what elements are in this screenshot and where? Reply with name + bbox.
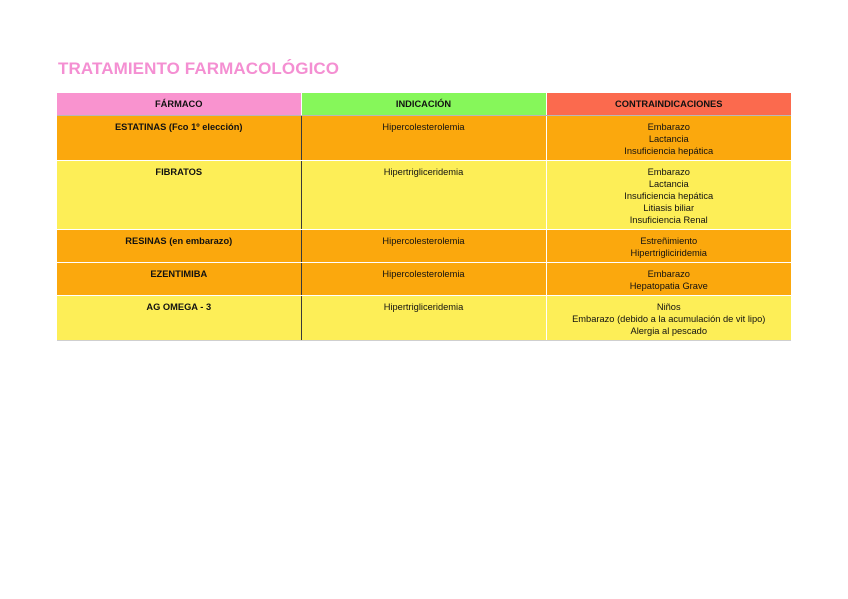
indication-cell: Hipercolesterolemia [301, 263, 546, 296]
contraindications-cell [546, 116, 791, 161]
contraindication-item: Niños [656, 302, 681, 312]
table-row [57, 116, 791, 161]
contraindication-item: Embarazo [647, 269, 690, 279]
document-title: TRATAMIENTO FARMACOLÓGICO [58, 59, 340, 78]
contraindication-item: Lactancia [648, 134, 689, 144]
indication-cell: Hipertrigliceridemia [301, 296, 546, 341]
indication-cell: Hipercolesterolemia [301, 116, 546, 161]
contraindication-item: Embarazo [647, 167, 690, 177]
drug-cell: AG OMEGA - 3 [57, 296, 301, 341]
drug-cell: EZENTIMIBA [57, 263, 301, 296]
contraindication-item: Litiasis biliar [643, 203, 695, 213]
contraindications-cell [546, 263, 791, 296]
table-row [57, 296, 791, 341]
contraindication-item: Embarazo (debido a la acumulación de vit lipo) [572, 314, 766, 324]
table-header-row [57, 93, 791, 116]
column-header-drug: FÁRMACO [57, 93, 301, 116]
contraindication-item: Hepatopatia Grave [629, 281, 708, 291]
contraindication-item: Hipertrigliciridemia [630, 248, 707, 258]
table-row [57, 263, 791, 296]
contraindications-cell [546, 296, 791, 341]
drug-cell: FIBRATOS [57, 161, 301, 230]
drug-cell: ESTATINAS (Fco 1º elección) [57, 116, 301, 161]
drug-treatment-table [57, 93, 791, 341]
drug-cell: RESINAS (en embarazo) [57, 230, 301, 263]
contraindication-item: Lactancia [648, 179, 689, 189]
contraindication-item: Embarazo [647, 122, 690, 132]
contraindications-cell [546, 161, 791, 230]
contraindication-item: Insuficiencia Renal [629, 215, 708, 225]
contraindication-item: Alergia al pescado [630, 326, 707, 336]
contraindication-item: Estreñimiento [640, 236, 698, 246]
column-header-indication: INDICACIÓN [301, 93, 546, 116]
indication-cell: Hipercolesterolemia [301, 230, 546, 263]
contraindications-cell [546, 230, 791, 263]
table-row [57, 230, 791, 263]
contraindication-item: Insuficiencia hepática [624, 191, 714, 201]
column-header-contraindications: CONTRAINDICACIONES [546, 93, 791, 116]
indication-cell: Hipertrigliceridemia [301, 161, 546, 230]
table-row [57, 161, 791, 230]
contraindication-item: Insuficiencia hepática [624, 146, 714, 156]
